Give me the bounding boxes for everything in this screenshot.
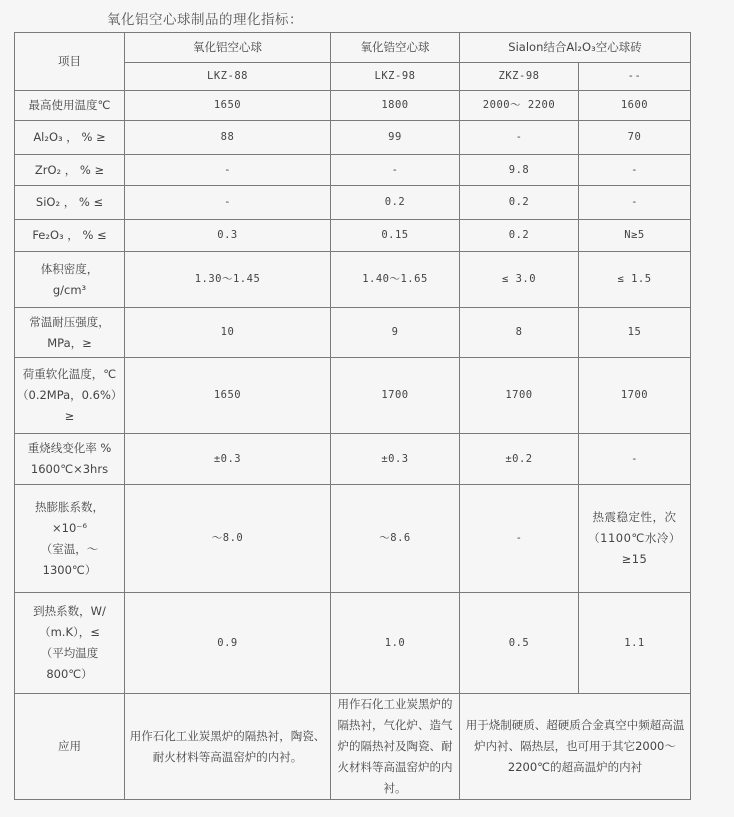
header-model: LKZ-98 — [331, 63, 460, 91]
row-label — [15, 358, 125, 434]
value-cell: 0.2 — [331, 186, 460, 220]
row-label-line: （0.2MPa，0.6%） — [17, 388, 123, 402]
row-label — [15, 91, 125, 121]
value-cell: 88 — [125, 121, 331, 155]
value-cell: - — [579, 186, 691, 220]
row-label-line: 800℃） — [46, 667, 93, 681]
value-cell: 1.1 — [579, 593, 691, 694]
row-label-line: （m.K），≤ — [39, 625, 100, 639]
value-cell: 1.0 — [331, 593, 460, 694]
row-label-line: Fe₂O₃ ， % ≤ — [32, 228, 107, 242]
row-label — [15, 121, 125, 155]
row-label — [15, 155, 125, 186]
row-label — [15, 485, 125, 593]
value-cell: 1700 — [331, 358, 460, 434]
value-cell: 99 — [331, 121, 460, 155]
value-cell: - — [331, 155, 460, 186]
row-label-line: （室温，～ — [40, 541, 99, 556]
value-cell: N≥5 — [579, 220, 691, 252]
table-row — [15, 308, 691, 358]
row-label — [15, 593, 125, 694]
value-cell: ±0.2 — [460, 434, 579, 485]
value-cell: 70 — [579, 121, 691, 155]
row-label-line: 热膨胀系数， — [35, 499, 104, 514]
row-label-line: 荷重软化温度，℃ — [22, 367, 117, 381]
value-cell: 1800 — [331, 91, 460, 121]
application-label: 应用 — [15, 694, 125, 800]
value-cell: ±0.3 — [331, 434, 460, 485]
table-row — [15, 121, 691, 155]
value-cell: 0.5 — [460, 593, 579, 694]
value-cell: 1650 — [125, 91, 331, 121]
value-cell: ～8.6 — [331, 485, 460, 593]
header-product: 氧化锆空心球 — [331, 33, 460, 63]
value-cell: 1.40～1.65 — [331, 252, 460, 308]
table-row — [15, 358, 691, 434]
table-row — [15, 593, 691, 694]
value-cell: 9.8 — [460, 155, 579, 186]
value-cell: 热震稳定性，次 （1100℃水冷） ≥15 — [579, 485, 691, 593]
row-label-line: （平均温度 — [40, 646, 99, 660]
value-cell: 1700 — [460, 358, 579, 434]
row-label — [15, 220, 125, 252]
application-row — [15, 694, 691, 800]
table-row — [15, 155, 691, 186]
properties-table — [14, 32, 691, 800]
row-label — [15, 308, 125, 358]
application-text: 用作石化工业炭黑炉的隔热衬，气化炉、造气炉的隔热衬及陶瓷、耐火材料等高温窑炉的内衬。 — [331, 694, 460, 800]
application-text: 用于烧制硬质、超硬质合金真空中频超高温炉内衬、隔热层，也可用于其它2000～2200℃的超高温炉的内衬 — [460, 694, 691, 800]
table-row — [15, 485, 691, 593]
row-label-line: Al₂O₃ ， % ≥ — [33, 130, 106, 144]
row-label-line: 1600℃×3hrs — [30, 462, 109, 476]
value-cell: - — [579, 155, 691, 186]
value-cell: - — [579, 434, 691, 485]
header-model: ZKZ-98 — [460, 63, 579, 91]
application-text: 用作石化工业炭黑炉的隔热衬，陶瓷、耐火材料等高温窑炉的内衬。 — [125, 694, 331, 800]
table-row — [15, 252, 691, 308]
table-row — [15, 434, 691, 485]
value-cell: 1.30～1.45 — [125, 252, 331, 308]
row-label-line: ≥ — [64, 409, 75, 423]
row-label-line: 最高使用温度℃ — [28, 98, 111, 112]
value-cell: - — [125, 186, 331, 220]
row-label-line: ×10⁻⁶ — [52, 520, 87, 535]
row-label-line: g/cm³ — [52, 282, 87, 297]
table-row — [15, 186, 691, 220]
row-label — [15, 186, 125, 220]
row-label-line: 体积密度， — [40, 261, 99, 276]
value-cell: 0.15 — [331, 220, 460, 252]
value-cell: 1700 — [579, 358, 691, 434]
header-model: LKZ-88 — [125, 63, 331, 91]
table-row — [15, 220, 691, 252]
header-product: Sialon结合Al₂O₃空心球砖 — [460, 33, 691, 63]
row-label-line: 1300℃） — [42, 562, 97, 577]
value-cell: 9 — [331, 308, 460, 358]
table-row — [15, 91, 691, 121]
header-product: 氧化铝空心球 — [125, 33, 331, 63]
value-cell: 8 — [460, 308, 579, 358]
row-label-line: MPa，≥ — [47, 335, 92, 350]
row-label-line: 常温耐压强度， — [29, 314, 110, 329]
header-model: -- — [579, 63, 691, 91]
value-cell: 0.2 — [460, 220, 579, 252]
value-cell: 10 — [125, 308, 331, 358]
value-cell: 1650 — [125, 358, 331, 434]
value-cell: 2000～ 2200 — [460, 91, 579, 121]
value-cell: - — [125, 155, 331, 186]
value-cell: - — [460, 121, 579, 155]
row-label — [15, 434, 125, 485]
value-cell: ～8.0 — [125, 485, 331, 593]
row-label-line: SiO₂ ， % ≤ — [35, 195, 104, 209]
value-cell: 0.2 — [460, 186, 579, 220]
value-cell: - — [460, 485, 579, 593]
value-cell: 15 — [579, 308, 691, 358]
value-cell: ≤ 1.5 — [579, 252, 691, 308]
value-cell: 0.9 — [125, 593, 331, 694]
value-cell: ≤ 3.0 — [460, 252, 579, 308]
row-label-line: 重烧线变化率 % — [27, 441, 112, 455]
row-label-line: 到热系数，W/ — [33, 604, 106, 618]
header-item: 项目 — [15, 33, 125, 91]
row-label — [15, 252, 125, 308]
value-cell: 0.3 — [125, 220, 331, 252]
row-label-line: ZrO₂ ， % ≥ — [34, 162, 105, 177]
table-caption: 氧化铝空心球制品的理化指标： — [107, 12, 303, 28]
value-cell: 1600 — [579, 91, 691, 121]
value-cell: ±0.3 — [125, 434, 331, 485]
